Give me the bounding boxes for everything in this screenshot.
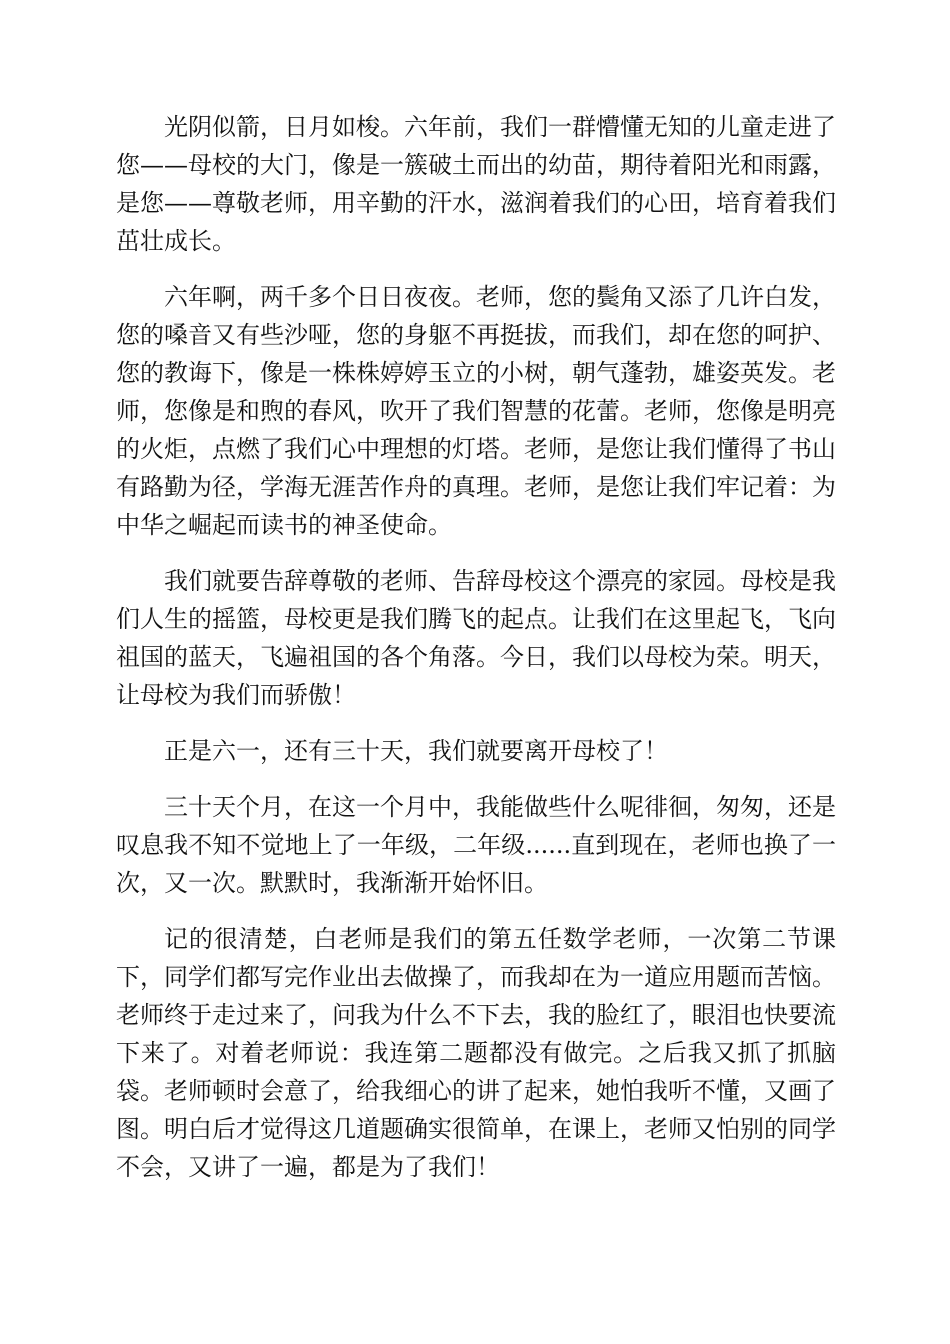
paragraph-2: 六年啊，两千多个日日夜夜。老师，您的鬓角又添了几许白发，您的嗓音又有些沙哑，您的身躯不再挺拔，而我们，却在您的呵护、您的教诲下，像是一株株婷婷玉立的小树，朝气蓬勃，雄姿英发。老师，您像是和煦的春风，吹开了我们智慧的花蕾。老师，您像是明亮的火炬，点燃了我们心中理想的灯塔。老师，是您让我们懂得了书山有路勤为径，学海无涯苦作舟的真理。老师，是您让我们牢记着：为中华之崛起而读书的神圣使命。 — [116, 283, 836, 539]
paragraph-6: 记的很清楚，白老师是我们的第五任数学老师，一次第二节课下，同学们都写完作业出去做操了，而我却在为一道应用题而苦恼。老师终于走过来了，问我为什么不下去，我的脸红了，眼泪也快要流下来了。对着老师说：我连第二题都没有做完。之后我又抓了抓脑袋。老师顿时会意了，给我细心的讲了起来，她怕我听不懂，又画了图。明白后才觉得这几道题确实很简单，在课上，老师又怕别的同学不会，又讲了一遍，都是为了我们！ — [116, 925, 836, 1181]
paragraph-1: 光阴似箭，日月如梭。六年前，我们一群懵懂无知的儿童走进了您——母校的大门，像是一簇破土而出的幼苗，期待着阳光和雨露，是您——尊敬老师，用辛勤的汗水，滋润着我们的心田，培育着我们茁壮成长。 — [116, 113, 836, 255]
paragraph-3: 我们就要告辞尊敬的老师、告辞母校这个漂亮的家园。母校是我们人生的摇篮，母校更是我们腾飞的起点。让我们在这里起飞，飞向祖国的蓝天，飞遍祖国的各个角落。今日，我们以母校为荣。明天，让母校为我们而骄傲！ — [116, 567, 836, 709]
paragraph-4: 正是六一，还有三十天，我们就要离开母校了！ — [164, 737, 668, 765]
document-page — [116, 108, 836, 1204]
paragraph-5: 三十天个月，在这一个月中，我能做些什么呢徘徊，匆匆，还是叹息我不知不觉地上了一年级，二年级......直到现在，老师也换了一次，又一次。默默时，我渐渐开始怀旧。 — [116, 793, 836, 897]
